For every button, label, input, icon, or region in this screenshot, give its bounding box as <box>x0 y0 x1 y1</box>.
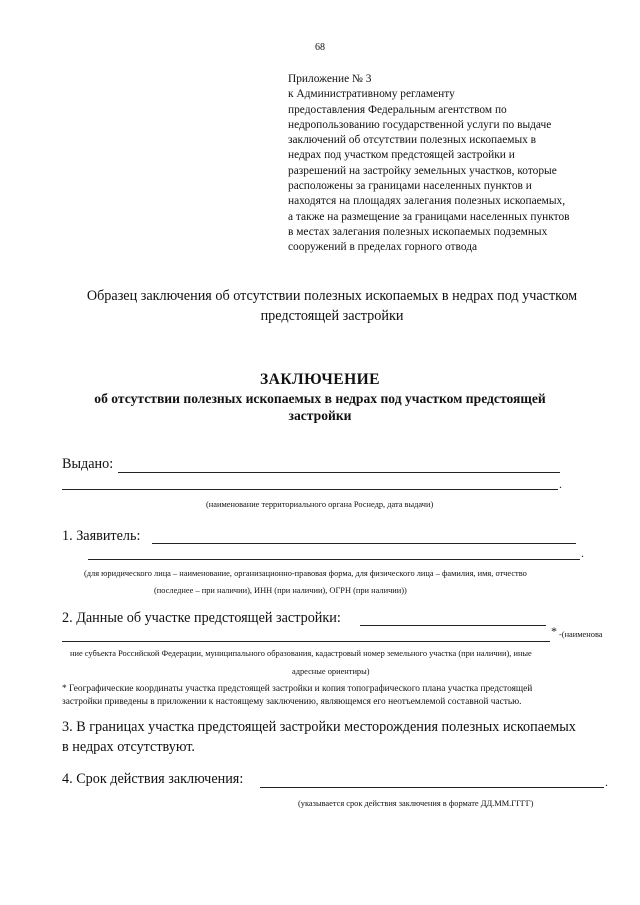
site-field-line-2[interactable] <box>62 641 550 642</box>
applicant-end-mark: . <box>581 546 584 560</box>
appendix-line: к Административному регламенту <box>288 88 455 101</box>
site-hint-right: -(наименова <box>559 630 603 639</box>
appendix-line: разрешений на застройку земельных участков, которые <box>288 164 557 177</box>
validity-label: 4. Срок действия заключения: <box>62 771 244 787</box>
sample-title-line2: предстоящей застройки <box>260 308 404 324</box>
appendix-line: находятся на площадях залегания полезных ископаемых, <box>288 195 566 208</box>
footnote-line2: застройки приведены в приложении к настоящему заключению, являющемся его неотъемлемой составной частью. <box>62 697 522 707</box>
validity-field-line[interactable] <box>260 787 604 788</box>
appendix-line: заключений об отсутствии полезных ископаемых в <box>288 134 537 147</box>
appendix-line: расположены за границами населенных пунктов и <box>288 180 532 193</box>
appendix-block <box>288 72 618 256</box>
appendix-line: сооружений в пределах горного отвода <box>288 241 478 254</box>
document-subtitle <box>40 390 600 424</box>
issued-field-line-2[interactable] <box>62 489 558 490</box>
issued-hint: (наименование территориального органа Роснедр, дата выдачи) <box>206 500 434 509</box>
document-title: ЗАКЛЮЧЕНИЕ <box>260 371 380 388</box>
appendix-line: Приложение № 3 <box>288 73 372 85</box>
applicant-field-line[interactable] <box>152 543 576 544</box>
sample-title <box>40 286 624 326</box>
item-3-line2: в недрах отсутствуют. <box>62 738 195 755</box>
issued-label: Выдано: <box>62 456 114 472</box>
coordinates-footnote <box>62 683 622 709</box>
subtitle-line1: об отсутствии полезных ископаемых в недрах под участком предстоящей <box>94 391 546 406</box>
appendix-line: предоставления Федеральным агентством по <box>288 103 507 116</box>
site-label: 2. Данные об участке предстоящей застройки: <box>62 610 341 626</box>
validity-hint: (указывается срок действия заключения в формате ДД.ММ.ГГГГ) <box>298 799 534 808</box>
item-3-paragraph <box>62 718 622 757</box>
site-hint-2: ние субъекта Российской Федерации, муниципального образования, кадастровый номер земельного участка (при наличии), иные <box>70 649 532 658</box>
page-number: 68 <box>315 42 325 53</box>
footnote-line1: * Географические координаты участка предстоящей застройки и копия топографического плана участка предстоящей <box>62 684 533 694</box>
sample-title-line1: Образец заключения об отсутствии полезных ископаемых в недрах под участком <box>86 288 578 304</box>
issued-end-mark: . <box>559 477 562 491</box>
appendix-line: недрах под участком предстоящей застройки и <box>288 149 515 162</box>
appendix-line: в местах залегания полезных ископаемых подземных <box>288 225 548 238</box>
item-3-line1: 3. В границах участка предстоящей застройки месторождения полезных ископаемых <box>62 719 576 735</box>
site-star: * <box>551 624 557 638</box>
appendix-line: а также на размещение за границами населенных пунктов <box>288 210 570 223</box>
site-field-line[interactable] <box>360 625 546 626</box>
applicant-hint-2: (последнее – при наличии), ИНН (при наличии), ОГРН (при наличии)) <box>154 586 407 595</box>
subtitle-line2: застройки <box>288 408 352 423</box>
appendix-line: недропользованию государственной услуги по выдаче <box>288 118 552 131</box>
applicant-label: 1. Заявитель: <box>62 528 141 544</box>
applicant-hint-1: (для юридического лица – наименование, организационно-правовая форма, для физического лица – фамилия, имя, отчество <box>84 569 527 578</box>
site-hint-3: адресные ориентиры) <box>292 667 370 676</box>
validity-end-mark: . <box>605 775 608 789</box>
applicant-field-line-2[interactable] <box>88 559 580 560</box>
issued-field-line[interactable] <box>118 472 560 473</box>
